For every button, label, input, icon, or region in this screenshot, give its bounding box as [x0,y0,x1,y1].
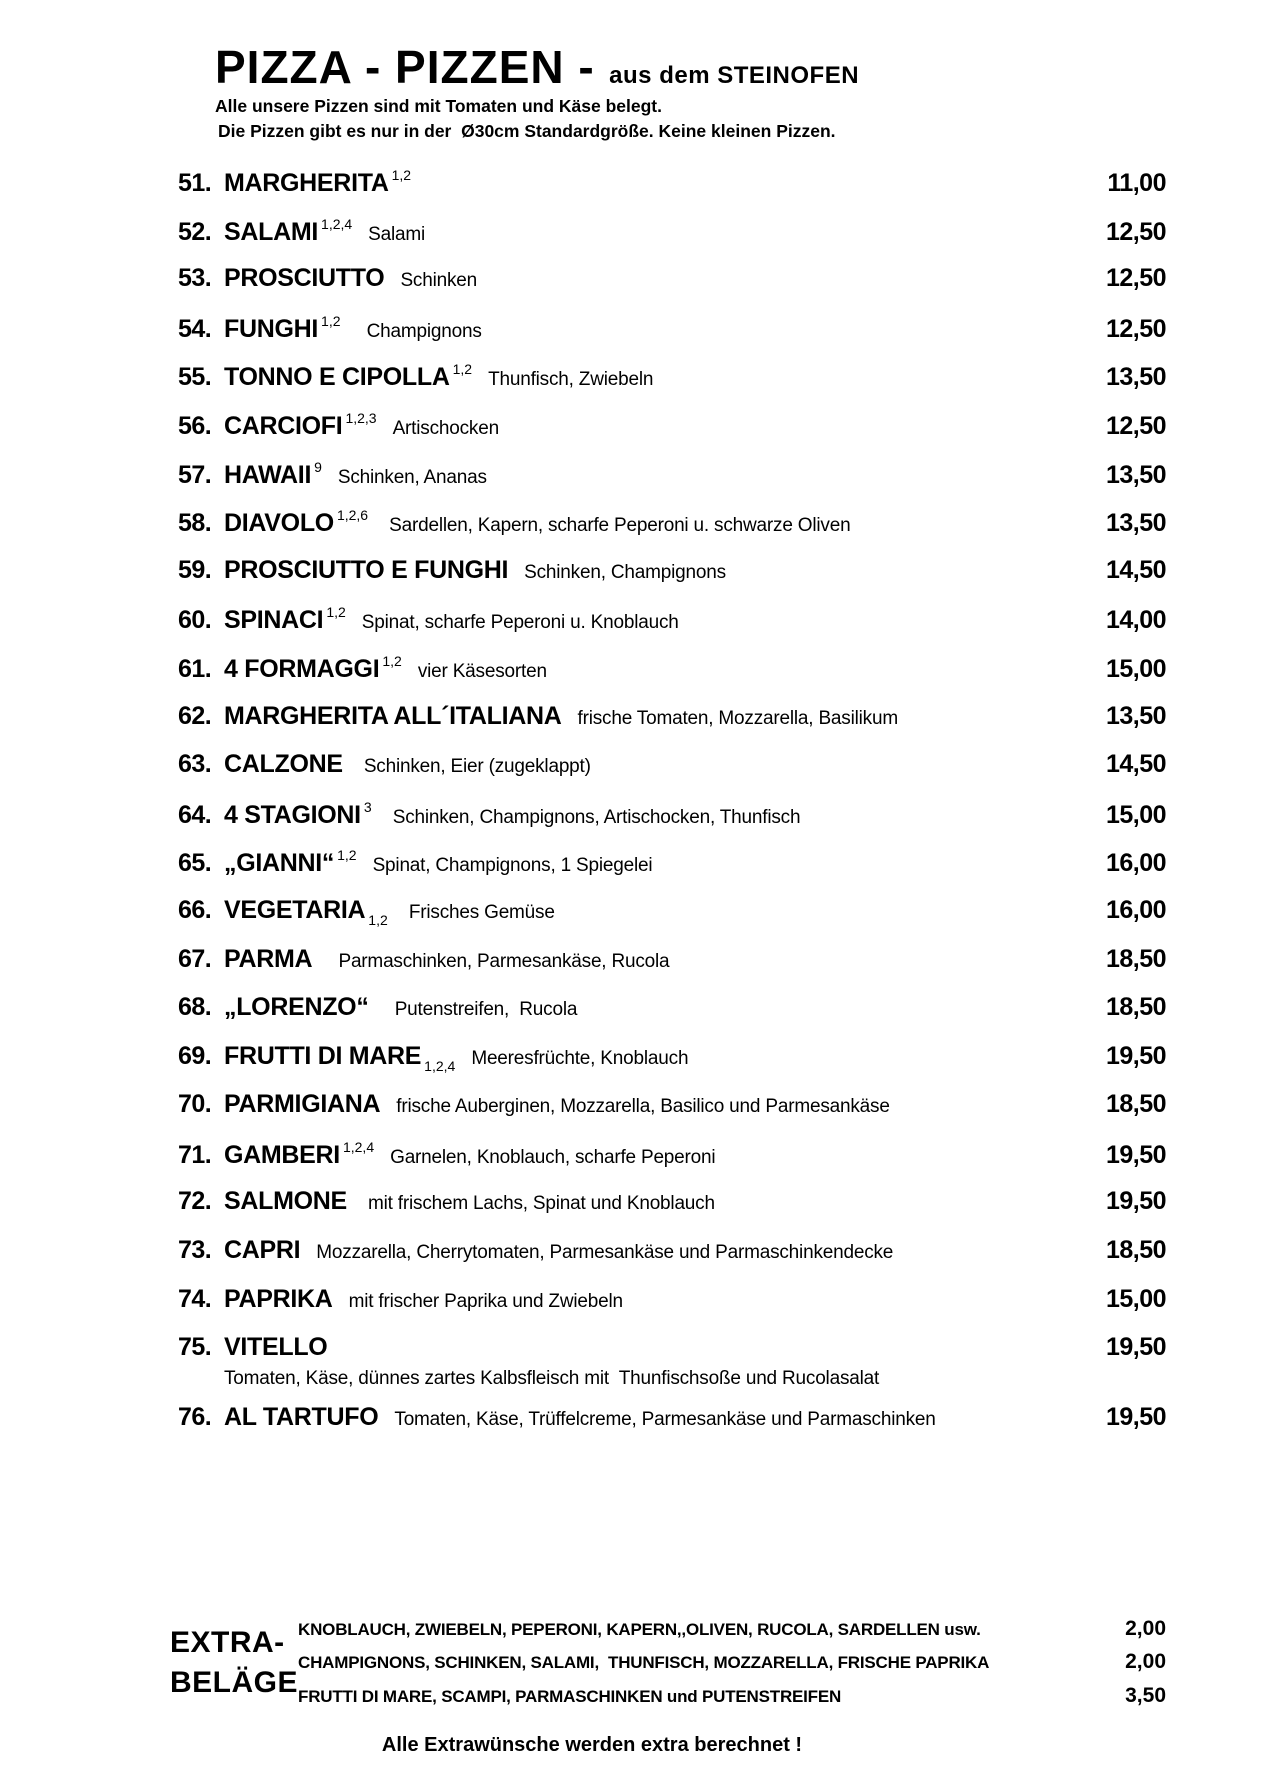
menu-item-row [178,737,1166,786]
item-number: 63. [178,750,212,779]
item-price: 15,00 [1105,800,1166,829]
item-price: 15,00 [1105,1284,1166,1313]
menu-item-row [178,446,1166,495]
item-price: 12,50 [1105,314,1166,343]
item-description: Putenstreifen, Rucola [384,999,578,1021]
extras-label-line-1: EXTRA- [170,1625,285,1659]
item-body [224,1042,1088,1074]
item-description: Spinat, scharfe Peperoni u. Knoblauch [361,612,679,634]
item-name: CARCIOFI [224,411,343,440]
item-line [224,1285,1088,1314]
menu-item-row [178,397,1166,446]
item-body [224,556,1088,585]
item-line [224,847,1088,878]
item-name: MARGHERITA ALL´ITALIANA [224,701,562,730]
item-price: 19,50 [1105,1403,1166,1432]
menu-item-row [178,689,1166,738]
item-description: Schinken, Champignons, Artischocken, Thunfisch [387,806,801,828]
item-body [224,945,1088,974]
item-line [224,1187,1088,1216]
item-allergen-mark: 1,2 [368,911,388,928]
item-price: 12,50 [1105,264,1166,293]
item-line [224,167,1088,198]
item-number: 74. [178,1284,212,1313]
item-number: 61. [178,654,212,683]
item-line [224,702,1088,731]
item-line [224,459,1088,490]
item-number: 64. [178,800,212,829]
item-description: Schinken [400,270,478,292]
item-line [224,750,1088,779]
item-body [224,750,1088,779]
item-body [224,1236,1088,1265]
extra-topping-row [298,1650,1166,1684]
item-line [224,313,1088,344]
item-name: TONNO E CIPOLLA [224,363,450,392]
menu-item-row [178,834,1166,883]
item-body [224,653,1088,684]
item-line [224,410,1088,441]
item-number: 57. [178,460,212,489]
item-price: 13,50 [1105,363,1166,392]
item-number: 54. [178,314,212,343]
item-name: PARMA [224,944,313,973]
item-name: PROSCIUTTO E FUNGHI [224,555,509,584]
item-line [224,361,1088,392]
menu-item-row [178,543,1166,592]
item-price: 14,50 [1105,555,1166,584]
item-price: 18,50 [1105,1236,1166,1265]
item-body [224,410,1088,441]
item-description: Frisches Gemüse [403,901,555,923]
item-price: 15,00 [1105,654,1166,683]
item-name: PAPRIKA [224,1284,333,1313]
item-number: 55. [178,363,212,392]
item-description: Thunfisch, Zwiebeln [488,369,654,391]
menu-item-row [178,1029,1166,1078]
item-name: SPINACI [224,606,324,635]
item-description: Garnelen, Knoblauch, scharfe Peperoni [390,1146,716,1168]
item-body [224,993,1088,1022]
menu-item-row [178,1223,1166,1272]
item-line [224,1333,1088,1362]
menu-item-row [178,1126,1166,1175]
item-price: 19,50 [1105,1140,1166,1169]
item-price: 19,50 [1105,1041,1166,1070]
menu-item-row [178,1077,1166,1126]
menu-item-row [178,251,1166,300]
extras-section [170,1617,1166,1718]
item-number: 51. [178,169,212,197]
item-line [224,896,1088,928]
extras-label [170,1617,298,1703]
extra-topping-text: CHAMPIGNONS, SCHINKEN, SALAMI, THUNFISCH, MOZZARELLA, FRISCHE PAPRIKA [298,1653,990,1673]
subtitle-line-1: Alle unsere Pizzen sind mit Tomaten und Käse belegt. [215,96,662,116]
item-description: Tomaten, Käse, Trüffelcreme, Parmesankäse und Parmaschinken [394,1409,936,1431]
item-allergen-mark: 1,2,6 [336,507,369,524]
subtitle-line-2: Die Pizzen gibt es nur in der Ø30cm Standardgröße. Keine kleinen Pizzen. [218,121,836,141]
footer-note: Alle Extrawünsche werden extra berechnet ! [381,1734,803,1757]
item-number: 59. [178,555,212,584]
item-price: 13,50 [1105,701,1166,730]
item-price: 16,00 [1105,895,1166,924]
extra-topping-row [298,1684,1166,1718]
item-description: Champignons [356,320,482,342]
item-number: 71. [178,1140,212,1169]
item-number: 69. [178,1041,212,1070]
item-name: DIAVOLO [224,509,334,538]
item-price: 13,50 [1105,509,1166,538]
item-body [224,1333,1088,1390]
item-line [224,945,1088,974]
item-name: SALMONE [224,1187,347,1216]
item-name: „LORENZO“ [224,993,369,1022]
item-price: 13,50 [1105,460,1166,489]
menu-item-row [178,154,1166,203]
extra-topping-text: FRUTTI DI MARE, SCAMPI, PARMASCHINKEN und PUTENSTREIFEN [298,1686,842,1706]
item-description: Spinat, Champignons, 1 Spiegelei [372,855,653,877]
item-allergen-mark: 3 [363,798,372,815]
item-description: frische Auberginen, Mozzarella, Basilico und Parmesankäse [396,1096,890,1118]
menu-item-row [178,640,1166,689]
item-line [224,216,1088,247]
menu-header [215,40,1166,144]
item-number: 65. [178,849,212,878]
item-body [224,313,1088,344]
item-number: 58. [178,509,212,538]
item-allergen-mark: 1,2,4 [342,1138,375,1155]
item-description: Parmaschinken, Parmesankäse, Rucola [328,950,670,972]
title-main: PIZZA - PIZZEN - [215,41,595,93]
extra-topping-price: 2,00 [1125,1616,1166,1640]
item-name: FUNGHI [224,314,319,343]
item-body [224,216,1088,247]
extras-rows [298,1617,1166,1718]
item-description-line2: Tomaten, Käse, dünnes zartes Kalbsfleisch mit Thunfischsoße und Rucolasalat [224,1368,880,1390]
item-line [224,604,1088,635]
item-price: 19,50 [1105,1187,1166,1216]
item-description: Mozzarella, Cherrytomaten, Parmesankäse und Parmaschinkendecke [316,1242,894,1264]
item-price: 18,50 [1105,1090,1166,1119]
item-name: VITELLO [224,1333,328,1362]
item-number: 72. [178,1187,212,1216]
menu-item-row [178,348,1166,397]
item-price: 14,00 [1105,606,1166,635]
item-body [224,604,1088,635]
item-name: SALAMI [224,217,319,246]
item-line [224,1042,1088,1074]
item-number: 67. [178,944,212,973]
item-line [224,1090,1088,1119]
extra-topping-price: 2,00 [1125,1650,1166,1674]
item-description: frische Tomaten, Mozzarella, Basilikum [577,707,898,729]
item-name: 4 FORMAGGI [224,654,380,683]
item-body [224,847,1088,878]
extra-topping-price: 3,50 [1125,1683,1166,1707]
item-allergen-mark: 1,2 [326,604,346,621]
item-body [224,799,1088,830]
item-number: 53. [178,264,212,293]
item-name: CAPRI [224,1236,301,1265]
item-line [224,1403,1088,1432]
item-price: 14,50 [1105,750,1166,779]
item-line [224,993,1088,1022]
item-number: 52. [178,217,212,246]
item-number: 68. [178,993,212,1022]
item-line [224,264,1088,293]
item-line [224,799,1088,830]
item-body [224,361,1088,392]
item-description: Schinken, Champignons [524,561,726,583]
item-allergen-mark: 1,2 [337,847,357,864]
item-allergen-mark: 1,2 [382,652,402,669]
item-allergen-mark: 1,2 [321,312,341,329]
menu-item-row [178,1390,1166,1439]
item-allergen-mark: 1,2 [391,167,412,183]
item-number: 60. [178,606,212,635]
item-line [224,1236,1088,1265]
extra-topping-row [298,1617,1166,1651]
item-name: VEGETARIA [224,895,366,924]
item-name: „GIANNI“ [224,849,335,878]
item-body [224,1090,1088,1119]
item-body [224,167,1088,198]
menu-item-row [178,786,1166,835]
menu-item-row [178,494,1166,543]
item-price: 16,00 [1105,849,1166,878]
item-number: 70. [178,1090,212,1119]
item-body [224,459,1088,490]
item-price: 18,50 [1105,993,1166,1022]
item-name: PROSCIUTTO [224,264,385,293]
item-description: Meeresfrüchte, Knoblauch [471,1047,689,1069]
item-description: mit frischem Lachs, Spinat und Knoblauch [362,1193,715,1215]
item-price: 12,50 [1105,411,1166,440]
item-number: 66. [178,895,212,924]
item-line [224,507,1088,538]
item-description: Salami [368,223,426,245]
menu-item-row [178,1272,1166,1321]
item-allergen-mark: 1,2,4 [424,1057,456,1074]
item-name: AL TARTUFO [224,1403,379,1432]
item-line [224,556,1088,585]
item-body [224,1187,1088,1216]
item-number: 62. [178,701,212,730]
item-price: 18,50 [1105,944,1166,973]
item-number: 73. [178,1236,212,1265]
item-name: HAWAII [224,460,312,489]
item-name: GAMBERI [224,1140,340,1169]
extras-label-line-2: BELÄGE [170,1665,299,1699]
item-description: mit frischer Paprika und Zwiebeln [348,1290,623,1312]
item-name: MARGHERITA [224,169,389,197]
item-body [224,896,1088,928]
item-number: 76. [178,1403,212,1432]
item-body [224,702,1088,731]
menu-item-row [178,300,1166,349]
item-description: Schinken, Ananas [337,466,487,488]
item-name: FRUTTI DI MARE [224,1041,422,1070]
menu-item-row [178,1174,1166,1223]
item-number: 56. [178,411,212,440]
item-description: vier Käsesorten [417,660,547,682]
item-allergen-mark: 9 [314,458,322,475]
menu-item-row [178,591,1166,640]
title-suffix: aus dem STEINOFEN [609,62,860,89]
menu-list [178,154,1166,1439]
menu-item-row [178,932,1166,981]
item-number: 75. [178,1333,212,1362]
item-price: 19,50 [1105,1333,1166,1362]
item-body [224,264,1088,293]
item-body [224,507,1088,538]
page-title [215,40,1166,94]
menu-item-row [178,203,1166,252]
item-description: Sardellen, Kapern, scharfe Peperoni u. schwarze Oliven [384,515,851,537]
menu-item-row [178,980,1166,1029]
item-description: Artischocken [392,417,499,439]
extra-topping-text: KNOBLAUCH, ZWIEBELN, PEPERONI, KAPERN,,OLIVEN, RUCOLA, SARDELLEN usw. [298,1619,981,1639]
item-body [224,1139,1088,1170]
item-name: CALZONE [224,750,343,779]
item-allergen-mark: 1,2,4 [321,215,353,232]
menu-item-row [178,883,1166,932]
item-body [224,1285,1088,1314]
item-allergen-mark: 1,2,3 [345,409,377,426]
item-price: 12,50 [1105,217,1166,246]
item-body [224,1403,1088,1432]
item-name: PARMIGIANA [224,1090,381,1119]
item-line [224,1139,1088,1170]
menu-item-row [178,1320,1166,1390]
item-allergen-mark: 1,2 [452,361,473,378]
item-price: 11,00 [1107,169,1166,197]
item-description: Schinken, Eier (zugeklappt) [358,756,591,778]
item-line [224,653,1088,684]
item-name: 4 STAGIONI [224,800,361,829]
